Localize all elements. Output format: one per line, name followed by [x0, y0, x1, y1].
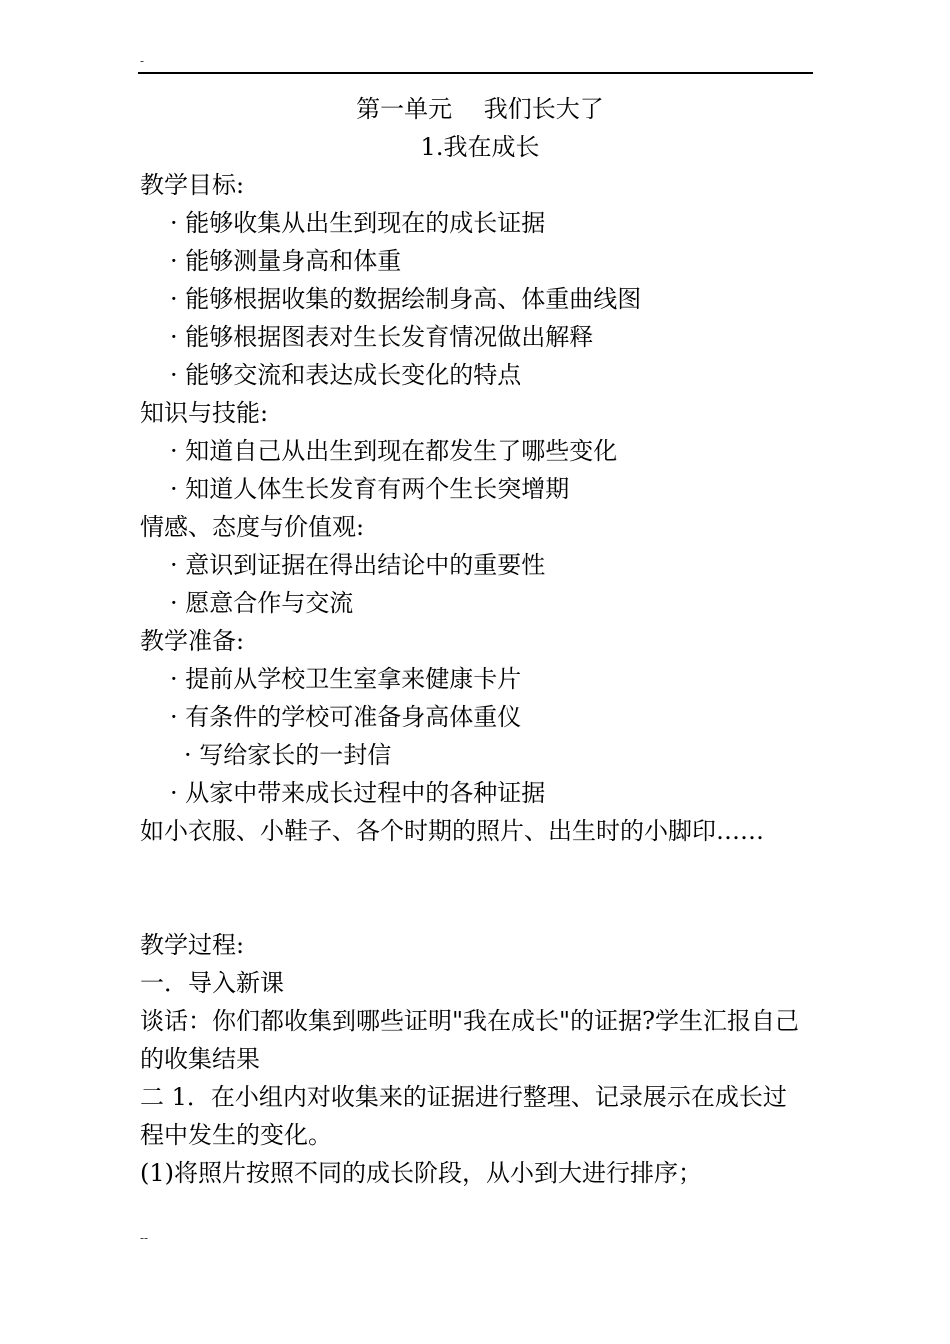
preparation-item: · 从家中带来成长过程中的各种证据	[170, 779, 546, 807]
footer-mark: --	[140, 1231, 149, 1245]
attitude-heading: 情感、态度与价值观:	[140, 513, 365, 541]
objective-item: · 能够根据收集的数据绘制身高、体重曲线图	[170, 285, 642, 313]
attitude-item: · 意识到证据在得出结论中的重要性	[170, 551, 546, 579]
preparation-item: · 有条件的学校可准备身高体重仪	[170, 703, 522, 731]
preparation-example: 如小衣服、小鞋子、各个时期的照片、出生时的小脚印……	[140, 817, 764, 845]
objective-item: · 能够根据图表对生长发育情况做出解释	[170, 323, 594, 351]
preparation-item: · 写给家长的一封信	[184, 741, 392, 769]
objective-item: · 能够交流和表达成长变化的特点	[170, 361, 522, 389]
process-step-two: 二 1．在小组内对收集来的证据进行整理、记录展示在成长过程中发生的变化。	[140, 1083, 787, 1149]
attitude-item: · 愿意合作与交流	[170, 589, 354, 617]
lesson-title: 1.我在成长	[420, 133, 540, 161]
process-heading: 教学过程:	[140, 931, 245, 959]
objectives-heading: 教学目标:	[140, 171, 245, 199]
objective-item: · 能够测量身高和体重	[170, 247, 402, 275]
blank-space	[140, 850, 810, 926]
objective-item: · 能够收集从出生到现在的成长证据	[170, 209, 546, 237]
header-rule	[138, 72, 813, 74]
process-talk: 谈话：你们都收集到哪些证明"我在成长"的证据?学生汇报自己的收集结果	[140, 1007, 799, 1073]
process-substep: (1)将照片按照不同的成长阶段，从小到大进行排序；	[140, 1159, 702, 1187]
document-body	[140, 90, 810, 1192]
preparation-item: · 提前从学校卫生室拿来健康卡片	[170, 665, 522, 693]
header-mark: -	[140, 54, 145, 68]
knowledge-item: · 知道人体生长发育有两个生长突增期	[170, 475, 570, 503]
process-step-intro: 一．导入新课	[140, 969, 284, 997]
knowledge-heading: 知识与技能:	[140, 399, 269, 427]
preparation-heading: 教学准备:	[140, 627, 245, 655]
unit-title: 第一单元 我们长大了	[356, 95, 604, 123]
knowledge-item: · 知道自己从出生到现在都发生了哪些变化	[170, 437, 618, 465]
